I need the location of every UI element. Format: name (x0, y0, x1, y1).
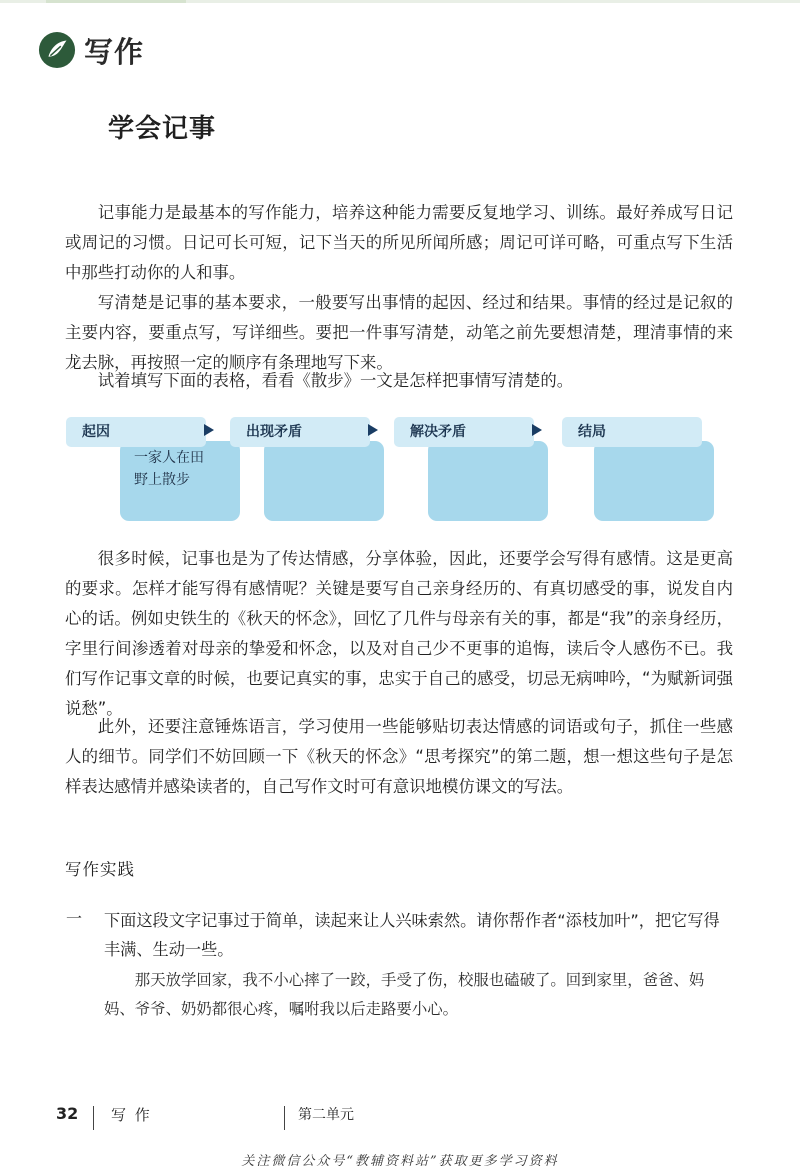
flow-box-ending[interactable] (594, 441, 714, 521)
watermark-text: 关注微信公众号“教辅资料站”获取更多学习资料 (241, 1154, 559, 1169)
flow-arrow-2 (368, 424, 378, 436)
practice-item-number: 一 (66, 909, 83, 928)
paragraph-3: 试着填写下面的表格，看看《散步》一文是怎样把事情写清楚的。 (97, 371, 574, 390)
writing-badge-icon (38, 31, 76, 69)
practice-item-text: 下面这段文字记事过于简单，读起来让人兴味索然。请你帮作者“添枝加叶”，把它写得丰满、生动一些。 (104, 911, 720, 959)
practice-item-quote: 那天放学回家，我不小心摔了一跤，手受了伤，校服也磕破了。回到家里，爸爸、妈妈、爷爷、奶奶都很心疼，嘱咐我以后走路要小心。 (104, 971, 705, 1018)
flow-arrow-3 (532, 424, 542, 436)
footer-unit: 第二单元 (298, 1107, 354, 1123)
page-footer (0, 1100, 800, 1140)
footer-section: 写 作 (111, 1106, 152, 1124)
page-number: 32 (56, 1104, 79, 1123)
paragraph-4: 很多时候，记事也是为了传达情感，分享体验，因此，还要学会写得有感情。这是更高的要求。怎样才能写得有感情呢？关键是要写自己亲身经历的、有真切感受的事，说发自内心的话。例如史铁生的《秋天的怀念》，回忆了几件与母亲有关的事，都是“我”的亲身经历，字里行间渗透着对母亲的挚爱和怀念，以及对自己少不更事的追悔，读后令人感伤不已。我们写作记事文章的时候，也要记真实的事，忠实于自己的感受，切忌无病呻吟，“为赋新词强说愁”。 (65, 549, 733, 718)
flow-box-conflict[interactable] (264, 441, 384, 521)
story-flow-table (66, 417, 726, 527)
page-title: 学会记事 (108, 114, 217, 144)
flow-box-resolution[interactable] (428, 441, 548, 521)
flow-tab-resolution: 解决矛盾 (394, 417, 534, 447)
flow-box-cause (120, 441, 240, 521)
paragraph-2: 写清楚是记事的基本要求，一般要写出事情的起因、经过和结果。事情的经过是记叙的主要内容，要重点写，写详细些。要把一件事写清楚，动笔之前先要想清楚，理清事情的来龙去脉，再按照一定的顺序有条理地写下来。 (65, 293, 733, 372)
footer-divider (284, 1106, 285, 1130)
flow-arrow-1 (204, 424, 214, 436)
paragraph-1: 记事能力是最基本的写作能力，培养这种能力需要反复地学习、训练。最好养成写日记或周记的习惯。日记可长可短，记下当天的所见所闻所感；周记可详可略，可重点写下生活中那些打动你的人和事。 (65, 203, 733, 282)
paragraph-5: 此外，还要注意锤炼语言，学习使用一些能够贴切表达情感的词语或句子，抓住一些感人的细节。同学们不妨回顾一下《秋天的怀念》“思考探究”的第二题，想一想这些句子是怎样表达感情并感染读者的，自己写作文时可有意识地模仿课文的写法。 (65, 717, 733, 796)
section-title: 写作 (84, 34, 145, 69)
footer-divider (93, 1106, 94, 1130)
practice-title: 写作实践 (65, 860, 135, 879)
top-rule-accent (46, 0, 186, 3)
flow-tab-ending: 结局 (562, 417, 702, 447)
flow-box-cause-text: 一家人在田野上散步 (134, 450, 204, 488)
flow-tab-conflict: 出现矛盾 (230, 417, 370, 447)
flow-tab-cause: 起因 (66, 417, 206, 447)
section-header (38, 28, 144, 72)
